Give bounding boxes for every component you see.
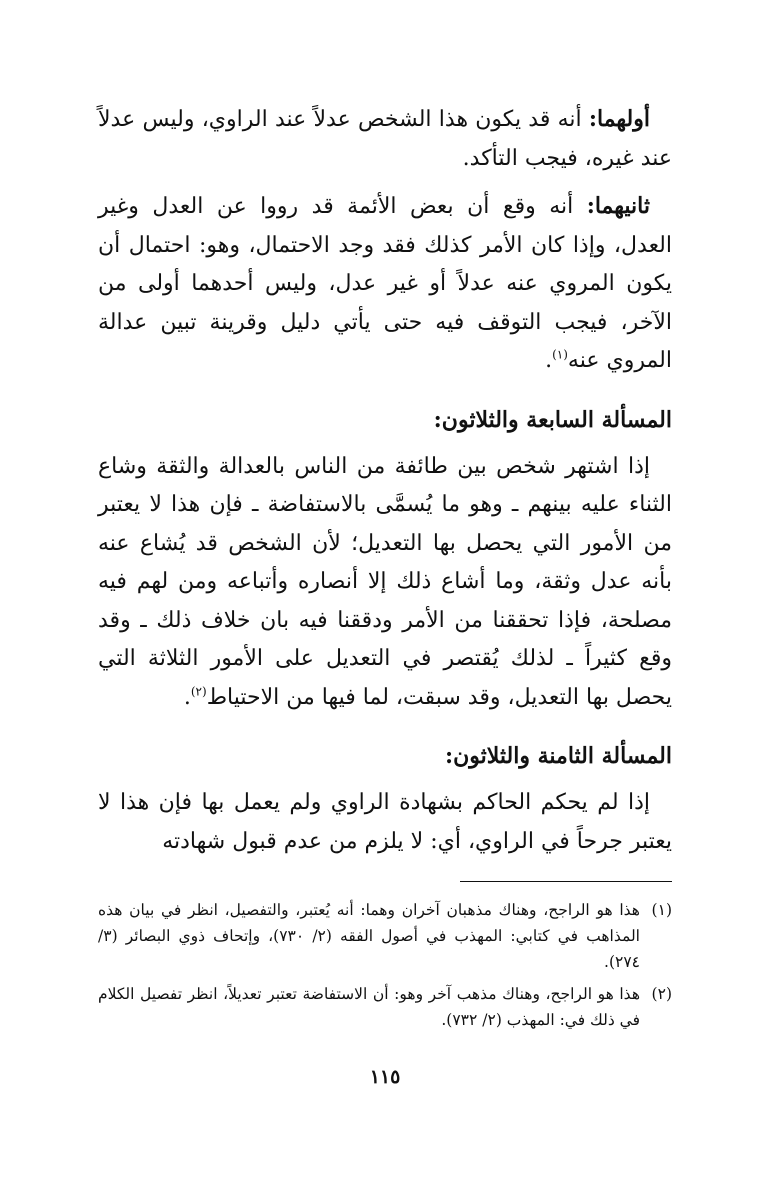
footnote-number: (١) — [651, 901, 672, 919]
footnote-ref-2[interactable]: (٢) — [190, 684, 207, 699]
footnote-text: هذا هو الراجح، وهناك مذهبان آخران وهما: أنه يُعتبر، والتفصيل، انظر في بيان هذه المذاهب في كتابي: المهذب في أصول الفقه (٢/ ٧٣٠)، وإتحاف ذوي البصائر (٣/ ٢٧٤). — [98, 901, 640, 971]
paragraph-end: . — [545, 348, 553, 373]
paragraph-text: أنه قد يكون هذا الشخص عدلاً عند الراوي، وليس عدلاً عند غيره، فيجب التأكد. — [98, 107, 672, 171]
footnote-number: (٢) — [651, 985, 672, 1003]
page-number: ١١٥ — [369, 1066, 401, 1088]
paragraph-istifada — [98, 448, 672, 718]
footnote-text: هذا هو الراجح، وهناك مذهب آخر وهو: أن الاستفاضة تعتبر تعديلاً، انظر تفصيل الكلام في ذلك في: المهذب (٢/ ٧٣٢). — [98, 985, 640, 1029]
paragraph-text: إذا اشتهر شخص بين طائفة من الناس بالعدالة والثقة وشاع الثناء عليه بينهم ـ وهو ما يُسمَّى بالاستفاضة ـ فإن هذا لا يعتبر من الأمور التي يحصل بها التعديل؛ لأن الشخص قد يُشاع عنه بأنه عدل وثقة، وما أشاع ذلك إلا أنصاره وأتباعه ومن لهم فيه مصلحة، فإذا تحققنا من الأمر ودققنا فيه بان خلاف ذلك ـ وقد وقع كثيراً ـ لذلك يُقتصر في التعديل على الأمور الثلاثة التي يحصل بها التعديل، وقد سبقت، لما فيها من الاحتياط — [98, 453, 672, 710]
section-heading-38: المسألة الثامنة والثلاثون: — [444, 743, 672, 769]
paragraph-end: . — [183, 684, 191, 710]
footnote-1 — [98, 897, 672, 975]
main-text — [98, 100, 672, 861]
paragraph-text: إذا لم يحكم الحاكم بشهادة الراوي ولم يعمل بها فإن هذا لا يعتبر جرحاً في الراوي، أي: لا يلزم من عدم قبول شهادته — [98, 790, 672, 854]
lead-term-first: أولهما: — [588, 106, 650, 132]
paragraph-second-reason — [98, 187, 672, 381]
paragraph-first-reason — [98, 100, 672, 178]
footnote-ref-1[interactable]: (١) — [552, 347, 568, 362]
section-heading-37: المسألة السابعة والثلاثون: — [433, 406, 672, 433]
footnote-2 — [98, 981, 672, 1033]
footnote-divider — [460, 881, 672, 882]
footnotes — [98, 897, 672, 1039]
lead-term-second: ثانيهما: — [586, 193, 650, 219]
paragraph-judge-testimony — [98, 784, 672, 861]
paragraph-text: أنه وقع أن بعض الأئمة قد رووا عن العدل وغير العدل، وإذا كان الأمر كذلك فقد وجد الاحتمال، وهو: احتمال أن يكون المروي عنه عدلاً أو غير عدل، وليس أحدهما أولى من الآخر، فيجب التوقف فيه حتى يأتي دليل وقرينة تبين عدالة المروي عنه — [98, 194, 672, 373]
